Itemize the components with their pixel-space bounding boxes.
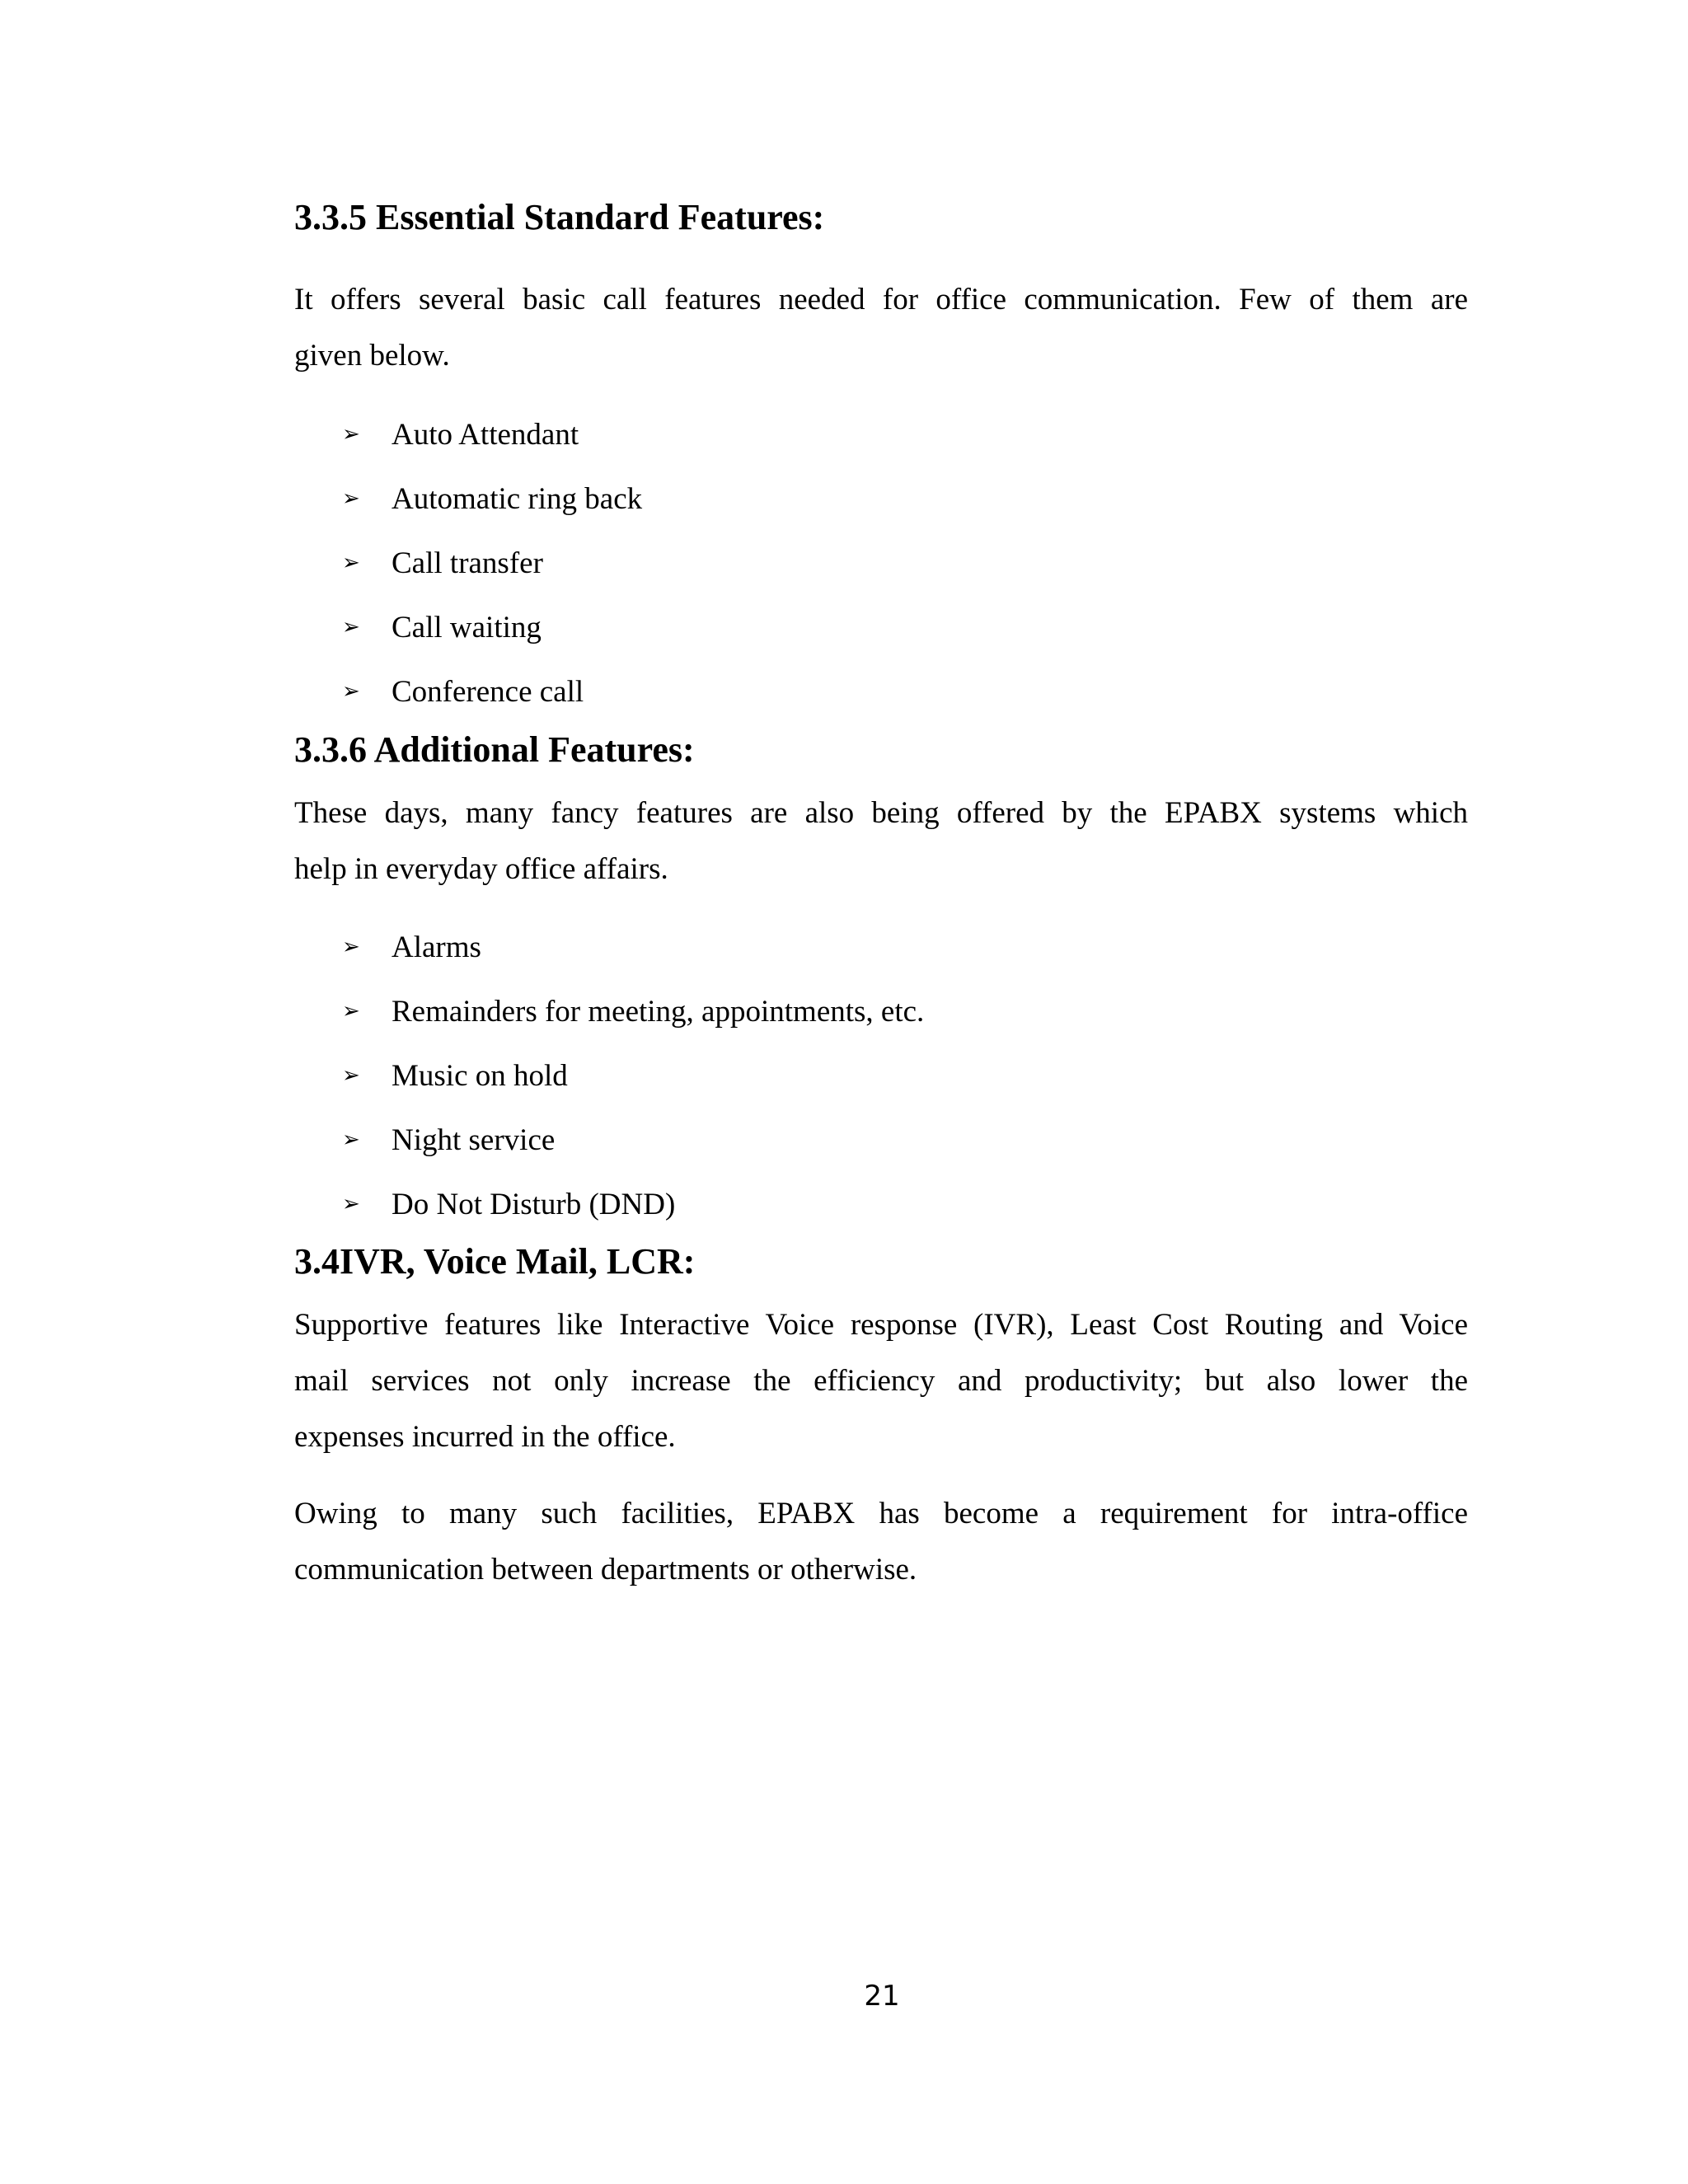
section-3-3-6-intro <box>294 785 1468 898</box>
list-item-label: Auto Attendant <box>392 417 579 452</box>
essential-features-list <box>342 402 642 724</box>
list-item <box>342 915 924 979</box>
paragraph-line: It offers several basic call features needed for office communication. Few of them are <box>294 283 1468 316</box>
list-item <box>342 531 642 595</box>
paragraph-line: These days, many fancy features are also being offered by the EPABX systems which <box>294 796 1468 830</box>
section-3-3-5-intro <box>294 272 1468 384</box>
list-item-label: Call transfer <box>392 546 543 580</box>
list-item-label: Do Not Disturb (DND) <box>392 1187 676 1221</box>
list-item-label: Alarms <box>392 930 481 964</box>
additional-features-list <box>342 915 924 1236</box>
list-item <box>342 659 642 724</box>
section-3-4-paragraph-1 <box>294 1297 1468 1465</box>
list-item <box>342 1043 924 1108</box>
arrowhead-bullet-icon: ➢ <box>342 935 360 959</box>
arrowhead-bullet-icon: ➢ <box>342 551 360 575</box>
arrowhead-bullet-icon: ➢ <box>342 422 360 447</box>
list-item <box>342 466 642 531</box>
paragraph-line: help in everyday office affairs. <box>294 852 668 886</box>
list-item-label: Automatic ring back <box>392 481 643 516</box>
section-heading-3-3-5: 3.3.5 Essential Standard Features: <box>294 197 825 237</box>
list-item-label: Call waiting <box>392 610 542 644</box>
list-item-label: Conference call <box>392 674 584 709</box>
list-item-label: Night service <box>392 1122 556 1157</box>
list-item-label: Remainders for meeting, appointments, etc. <box>392 994 925 1029</box>
arrowhead-bullet-icon: ➢ <box>342 999 360 1024</box>
section-heading-3-4: 3.4IVR, Voice Mail, LCR: <box>294 1241 696 1282</box>
list-item <box>342 1108 924 1172</box>
paragraph-line: communication between departments or otherwise. <box>294 1553 917 1586</box>
paragraph-line: Supportive features like Interactive Voice response (IVR), Least Cost Routing and Voice <box>294 1308 1468 1342</box>
arrowhead-bullet-icon: ➢ <box>342 486 360 511</box>
arrowhead-bullet-icon: ➢ <box>342 615 360 640</box>
list-item <box>342 979 924 1043</box>
list-item <box>342 595 642 659</box>
paragraph-line: mail services not only increase the efficiency and productivity; but also lower the <box>294 1364 1468 1398</box>
section-3-4-paragraph-2 <box>294 1486 1468 1598</box>
paragraph-line: expenses incurred in the office. <box>294 1420 676 1454</box>
list-item <box>342 402 642 466</box>
arrowhead-bullet-icon: ➢ <box>342 1063 360 1088</box>
list-item <box>342 1172 924 1236</box>
paragraph-line: Owing to many such facilities, EPABX has become a requirement for intra-office <box>294 1497 1468 1530</box>
list-item-label: Music on hold <box>392 1058 568 1093</box>
arrowhead-bullet-icon: ➢ <box>342 1127 360 1152</box>
section-heading-3-3-6: 3.3.6 Additional Features: <box>294 729 695 770</box>
arrowhead-bullet-icon: ➢ <box>342 679 360 704</box>
page-number: 21 <box>864 1980 900 2013</box>
paragraph-line: given below. <box>294 339 450 373</box>
arrowhead-bullet-icon: ➢ <box>342 1192 360 1216</box>
